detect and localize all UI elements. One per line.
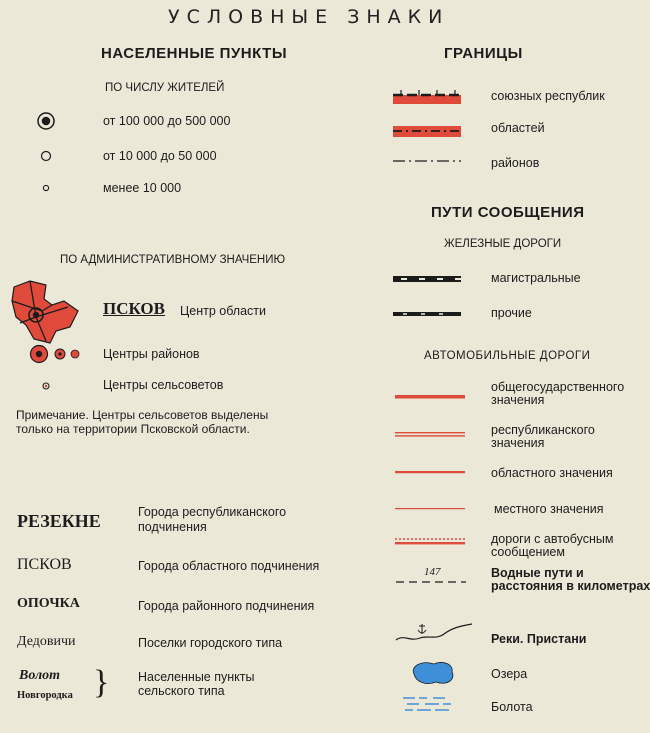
city-large-icon: [36, 111, 56, 131]
swamps-label: Болота: [491, 700, 533, 714]
town-desc-district: Города районного подчинения: [138, 599, 315, 613]
borders-heading: ГРАНИЦЫ: [444, 45, 523, 62]
note-text: Примечание. Центры сельсоветов выделены только на территории Псковской области.: [16, 408, 269, 436]
road-republic-label: республиканского значения: [491, 423, 595, 450]
town-sample-village: Волот: [19, 668, 61, 683]
by-population-subheading: ПО ЧИСЛУ ЖИТЕЛЕЙ: [105, 82, 225, 94]
city-plan-icon: [6, 277, 78, 347]
pop-item-small: менее 10 000: [103, 181, 182, 195]
railway-other-symbol: [393, 311, 461, 317]
pop-item-large: от 100 000 до 500 000: [103, 114, 231, 128]
railways-subheading: ЖЕЛЕЗНЫЕ ДОРОГИ: [444, 238, 562, 250]
road-national-symbol: [395, 395, 465, 399]
border-label-republic: союзных республик: [491, 89, 605, 103]
road-oblast-label: областного значения: [491, 466, 613, 480]
town-sample-village-small: Новгородка: [17, 690, 73, 701]
water-way-symbol: [396, 580, 466, 584]
legend-title: УСЛОВНЫЕ ЗНАКИ: [168, 6, 450, 28]
town-desc-urban-settlement: Поселки городского типа: [138, 636, 283, 650]
swamp-icon: [403, 695, 455, 715]
road-local-symbol: [395, 508, 465, 510]
road-national-label: общегосударственного значения: [491, 380, 625, 407]
settlements-heading: НАСЕЛЕННЫЕ ПУНКТЫ: [101, 45, 288, 62]
city-medium-icon: [39, 149, 53, 163]
railway-other-label: прочие: [491, 306, 532, 320]
border-label-oblast: областей: [491, 121, 545, 135]
town-desc-republic: Города республиканского подчинения: [138, 505, 287, 534]
district-centers-label: Центры районов: [103, 347, 200, 361]
border-label-district: районов: [491, 156, 540, 170]
town-sample-district: ОПОЧКА: [17, 596, 80, 611]
pop-item-medium: от 10 000 до 50 000: [103, 149, 217, 163]
river-pier-symbol: [396, 620, 472, 654]
by-admin-subheading: ПО АДМИНИСТРАТИВНОМУ ЗНАЧЕНИЮ: [60, 254, 286, 266]
border-republic-symbol: [393, 87, 461, 105]
roads-subheading: АВТОМОБИЛЬНЫЕ ДОРОГИ: [424, 350, 591, 362]
town-desc-oblast: Города областного подчинения: [138, 559, 320, 573]
town-sample-republic: РЕЗЕКНЕ: [17, 511, 101, 531]
village-small-icon: [41, 183, 51, 193]
border-oblast-symbol: [393, 122, 461, 138]
rivers-label: Реки. Пристани: [491, 632, 587, 646]
road-bus-symbol: [395, 537, 465, 547]
road-oblast-symbol: [395, 471, 465, 474]
road-bus-label: дороги с автобусным сообщением: [491, 532, 614, 559]
road-local-label: местного значения: [494, 502, 604, 516]
road-republic-symbol: [395, 432, 465, 437]
selsovet-center-icon: [41, 381, 51, 391]
transport-heading: ПУТИ СООБЩЕНИЯ: [431, 204, 585, 221]
lake-icon: [408, 658, 460, 688]
town-desc-village: Населенные пункты сельского типа: [138, 670, 255, 698]
town-sample-urban-settlement: Дедовичи: [17, 634, 76, 649]
district-centers-icon: [28, 344, 80, 364]
railway-main-symbol: [393, 275, 461, 283]
border-district-symbol: [393, 158, 461, 164]
town-sample-oblast: ПСКОВ: [17, 556, 72, 573]
selsovet-centers-label: Центры сельсоветов: [103, 378, 224, 392]
railway-main-label: магистральные: [491, 271, 581, 285]
pskov-map-label: ПСКОВ: [103, 299, 165, 318]
water-ways-label: Водные пути и расстояния в километрах: [491, 566, 650, 593]
village-brace: }: [93, 664, 110, 701]
oblast-center-label: Центр области: [180, 304, 267, 318]
lakes-label: Озера: [491, 667, 528, 681]
water-distance-number: 147: [424, 566, 441, 578]
